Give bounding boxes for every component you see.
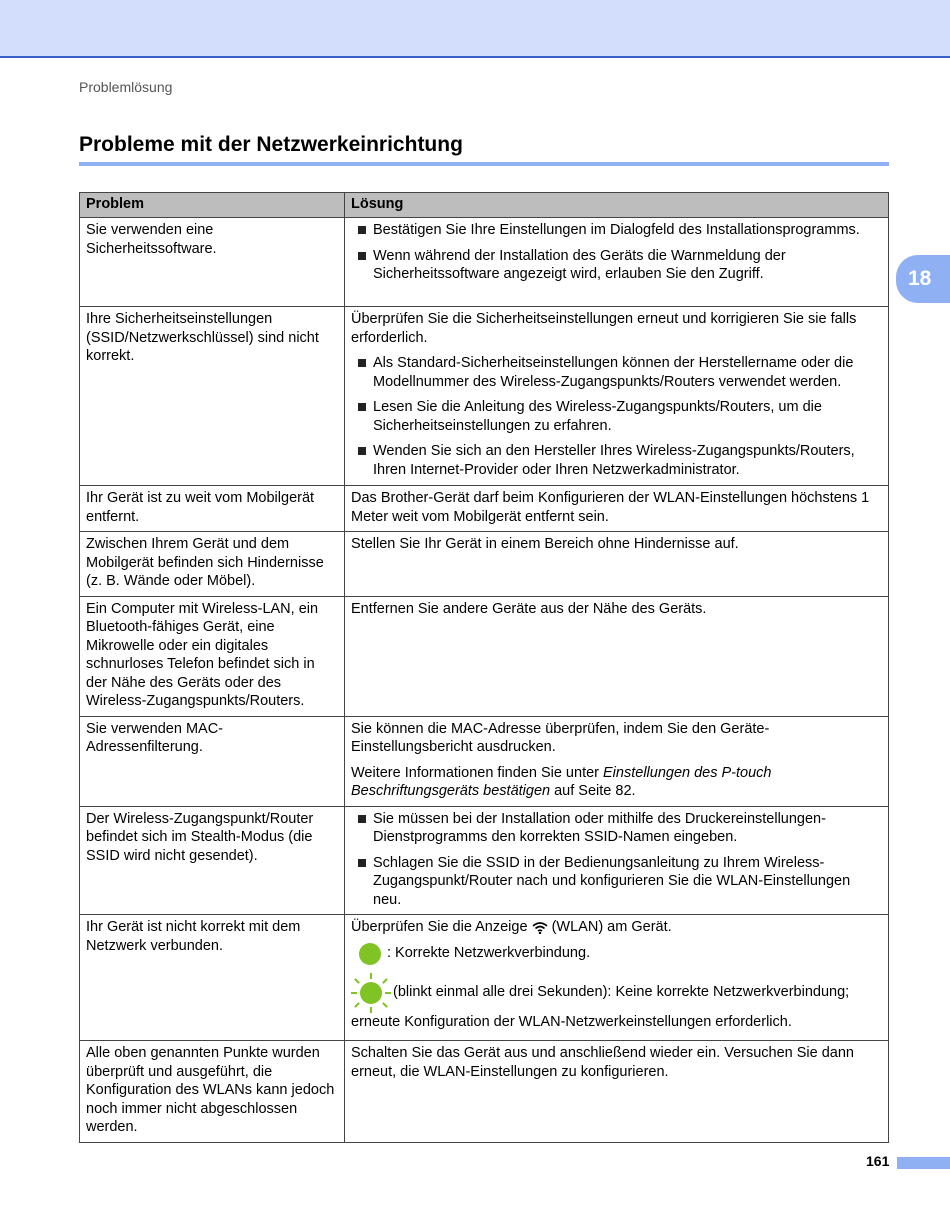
bullet-square-icon (358, 359, 366, 367)
solution-intro: Überprüfen Sie die Sicherheitseinstellungen erneut und korrigieren Sie sie falls erforderlich. (351, 311, 857, 346)
problem-cell: Ihr Gerät ist zu weit vom Mobilgerät entfernt. (80, 486, 345, 532)
bullet-square-icon (358, 403, 366, 411)
table-row (80, 915, 889, 1041)
problem-cell: Der Wireless-Zugangspunkt/Router befindet sich im Stealth-Modus (die SSID wird nicht gesendet). (80, 806, 345, 915)
solution-cell: Stellen Sie Ihr Gerät in einem Bereich ohne Hindernisse auf. (345, 532, 889, 597)
troubleshooting-table (79, 192, 889, 1143)
top-band (0, 0, 950, 58)
table-row (80, 716, 889, 806)
list-item: Wenn während der Installation des Geräts die Warnmeldung der Sicherheitssoftware angezeigt wird, erlauben Sie den Zugriff. (351, 247, 882, 284)
solution-cell (345, 716, 889, 806)
table-row (80, 806, 889, 915)
solution-cell: Schalten Sie das Gerät aus und anschließend wieder ein. Versuchen Sie dann erneut, die WLAN-Einstellungen zu konfigurieren. (345, 1041, 889, 1143)
led-blink-continuation: erneute Konfiguration der WLAN-Netzwerkeinstellungen erforderlich. (351, 1013, 792, 1030)
solution-cell (345, 218, 889, 307)
list-item: Als Standard-Sicherheitseinstellungen können der Herstellername oder die Modellnummer des Wireless-Zugangspunkts/Routers verwendet werden. (351, 354, 882, 391)
chapter-number: 18 (908, 267, 932, 290)
list-item: Sie müssen bei der Installation oder mithilfe des Druckereinstellungen-Dienstprogramms den korrekten SSID-Namen eingeben. (351, 810, 882, 847)
title-underline (79, 162, 889, 166)
list-item: Wenden Sie sich an den Hersteller Ihres Wireless-Zugangspunkts/Routers, Ihren Internet-Provider oder Ihren Netzwerkadministrator. (351, 442, 882, 479)
bullet-square-icon (358, 815, 366, 823)
solution-list (351, 810, 882, 910)
table-row (80, 1041, 889, 1143)
list-item: Schlagen Sie die SSID in der Bedienungsanleitung zu Ihrem Wireless-Zugangspunkt/Router nach und konfigurieren Sie die WLAN-Einstellungen neu. (351, 854, 882, 910)
bullet-square-icon (358, 226, 366, 234)
solution-cell: Das Brother-Gerät darf beim Konfigurieren der WLAN-Einstellungen höchstens 1 Meter weit vom Mobilgerät entfernt sein. (345, 486, 889, 532)
led-on-line: : Korrekte Netzwerkverbindung. (351, 943, 882, 965)
solution-list (351, 354, 882, 479)
solution-cell (345, 806, 889, 915)
column-header-problem: Problem (80, 193, 345, 218)
bullet-square-icon (358, 447, 366, 455)
table-row (80, 218, 889, 307)
problem-cell: Sie verwenden MAC-Adressenfilterung. (80, 716, 345, 806)
page-title: Probleme mit der Netzwerkeinrichtung (79, 133, 463, 156)
problem-cell: Ihre Sicherheitseinstellungen (SSID/Netzwerkschlüssel) sind nicht korrekt. (80, 307, 345, 486)
page-number-band (897, 1157, 950, 1169)
list-item: Bestätigen Sie Ihre Einstellungen im Dialogfeld des Installationsprogramms. (351, 221, 882, 240)
wlan-check-text: Überprüfen Sie die Anzeige (WLAN) am Gerät. (351, 919, 672, 935)
reference-text: Weitere Informationen finden Sie unter Einstellungen des P-touch Beschriftungsgeräts bestätigen auf Seite 82. (351, 764, 772, 799)
solution-cell: Entfernen Sie andere Geräte aus der Nähe des Geräts. (345, 596, 889, 716)
table-row (80, 486, 889, 532)
table-header-row (80, 193, 889, 218)
solution-text: Sie können die MAC-Adresse überprüfen, indem Sie den Geräte-Einstellungsbericht ausdrucken. (351, 720, 770, 755)
problem-cell: Ein Computer mit Wireless-LAN, ein Bluetooth-fähiges Gerät, eine Mikrowelle oder ein digitales schnurloses Telefon befindet sich in der Nähe des Geräts oder des Wireless-Zugangspunkts/Routers. (80, 596, 345, 716)
problem-cell: Ihr Gerät ist nicht korrekt mit dem Netzwerk verbunden. (80, 915, 345, 1041)
solution-cell (345, 307, 889, 486)
problem-cell: Zwischen Ihrem Gerät und dem Mobilgerät befinden sich Hindernisse (z. B. Wände oder Möbel). (80, 532, 345, 597)
led-blinking-icon (351, 973, 391, 1013)
problem-cell: Alle oben genannten Punkte wurden überprüft und ausgeführt, die Konfiguration des WLANs kann jedoch noch immer nicht abgeschlossen werden. (80, 1041, 345, 1143)
column-header-solution: Lösung (345, 193, 889, 218)
led-blink-line: (blinkt einmal alle drei Sekunden): Keine korrekte Netzwerkverbindung; (351, 973, 882, 1013)
bullet-square-icon (358, 252, 366, 260)
page-number: 161 (866, 1153, 890, 1169)
list-item: Lesen Sie die Anleitung des Wireless-Zugangspunkts/Routers, um die Sicherheitseinstellungen zu erfahren. (351, 398, 882, 435)
problem-cell: Sie verwenden eine Sicherheitssoftware. (80, 218, 345, 307)
running-header: Problemlösung (79, 79, 173, 95)
solution-list (351, 221, 882, 284)
table-row (80, 307, 889, 486)
bullet-square-icon (358, 859, 366, 867)
chapter-tab (896, 255, 950, 303)
table-row (80, 596, 889, 716)
table-row (80, 532, 889, 597)
solution-cell (345, 915, 889, 1041)
wlan-icon (532, 921, 548, 934)
led-on-icon (359, 943, 381, 965)
reference-link[interactable]: Einstellungen des P-touch Beschriftungsgeräts bestätigen (351, 764, 772, 799)
